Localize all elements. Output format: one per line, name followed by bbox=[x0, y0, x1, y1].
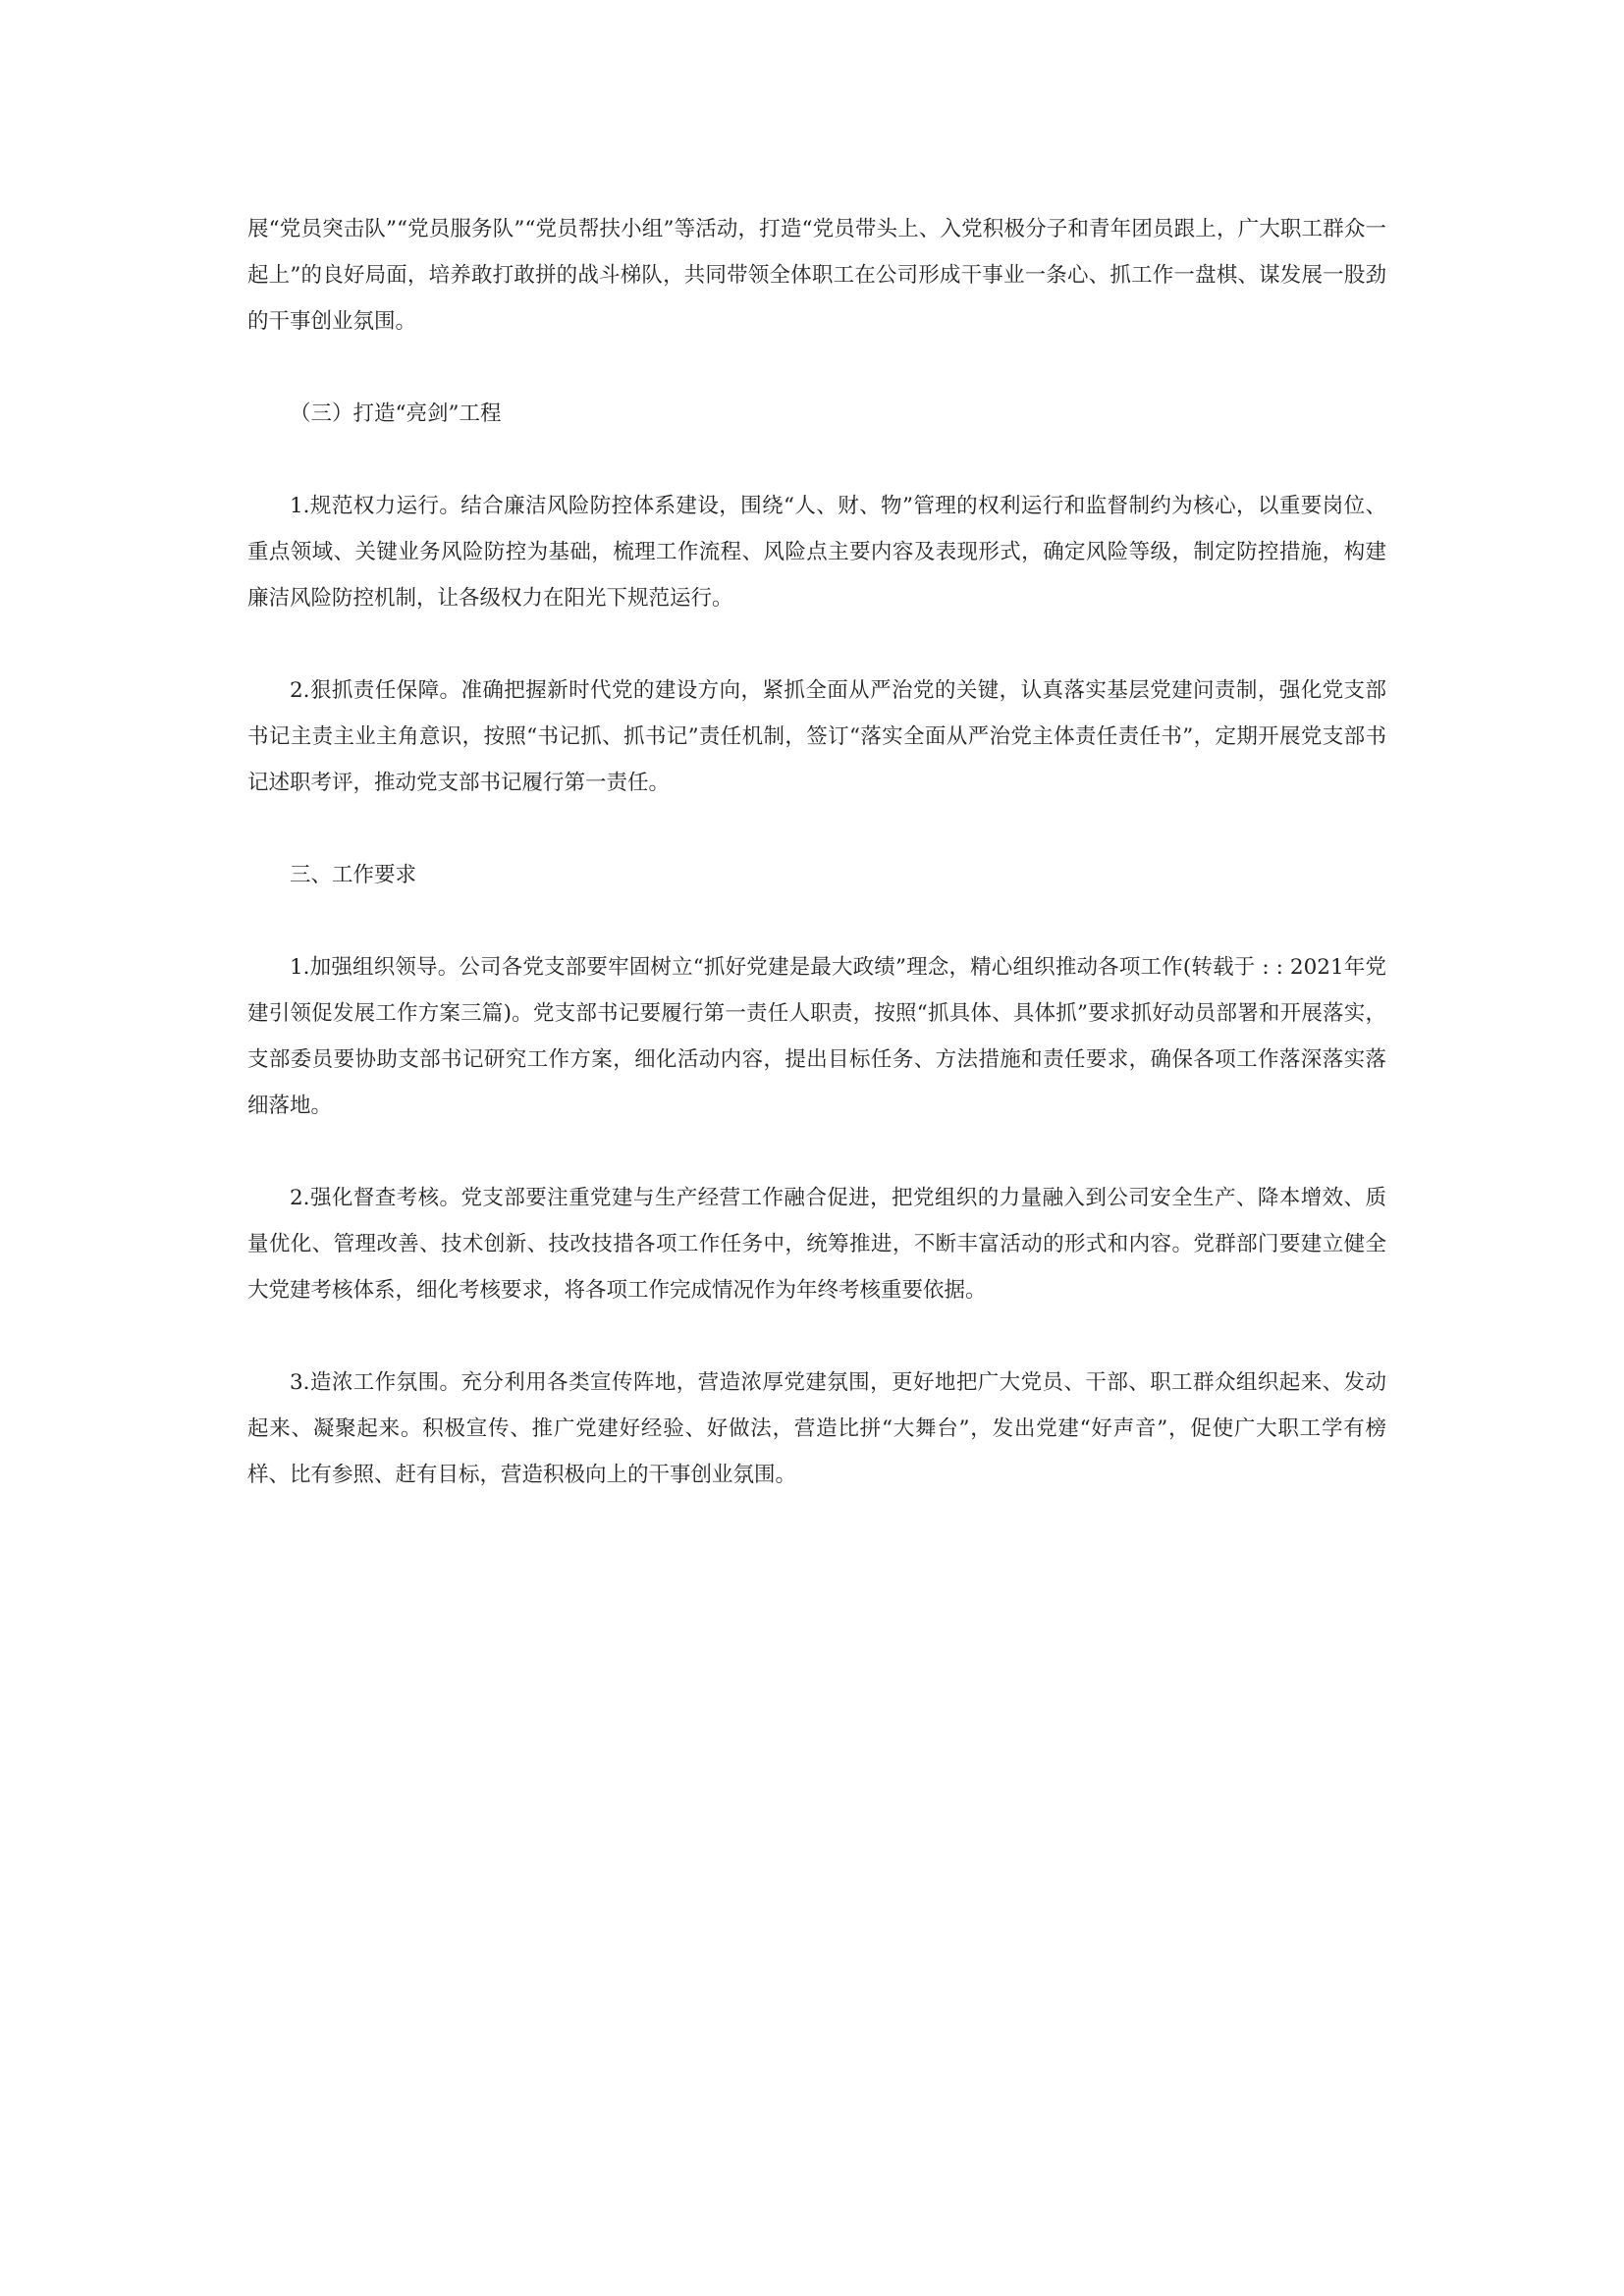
paragraph-gap bbox=[247, 437, 1386, 483]
paragraph-gap bbox=[247, 1313, 1386, 1360]
paragraph-leadership: 1.加强组织领导。公司各党支部要牢固树立“抓好党建是最大政绩”理念，精心组织推动各项工作(转载于 : : 2021年党建引领促发展工作方案三篇)。党支部书记要履行第一责任人职责，按照“抓具体、具体抓”要求抓好动员部署和开展落实，支部委员要协助支部书记研究工作方案，细化活动内容，提出目标任务、方法措施和责任要求，确保各项工作落深落实落细落地。 bbox=[247, 955, 1386, 1118]
section-heading-requirements: 三、工作要求 bbox=[290, 863, 417, 887]
paragraph-power-regulation: 1.规范权力运行。结合廉洁风险防控体系建设，围绕“人、财、物”管理的权利运行和监督制约为核心，以重要岗位、重点领域、关键业务风险防控为基础，梳理工作流程、风险点主要内容及表现形式，确定风险等级，制定防控措施，构建廉洁风险防控机制，让各级权力在阳光下规范运行。 bbox=[247, 494, 1386, 611]
paragraph-atmosphere: 3.造浓工作氛围。充分利用各类宣传阵地，营造浓厚党建氛围，更好地把广大党员、干部、职工群众组织起来、发动起来、凝聚起来。积极宣传、推广党建好经验、好做法，营造比拼“大舞台”，发出党建“好声音”，促使广大职工学有榜样、比有参照、赶有目标，营造积极向上的干事创业氛围。 bbox=[247, 1370, 1386, 1487]
paragraph-activities: 展“党员突击队”“党员服务队”“党员帮扶小组”等活动，打造“党员带头上、入党积极分子和青年团员跟上，广大职工群众一起上”的良好局面，培养敢打敢拼的战斗梯队，共同带领全体职工在公司形成干事业一条心、抓工作一盘棋、谋发展一股劲的干事创业氛围。 bbox=[247, 217, 1386, 334]
document-page bbox=[247, 206, 1386, 1498]
paragraph-supervision: 2.强化督查考核。党支部要注重党建与生产经营工作融合促进，把党组织的力量融入到公司安全生产、降本增效、质量优化、管理改善、技术创新、技改技措各项工作任务中，统筹推进，不断丰富活动的形式和内容。党群部门要建立健全大党建考核体系，细化考核要求，将各项工作完成情况作为年终考核重要依据。 bbox=[247, 1186, 1386, 1303]
paragraph-gap bbox=[247, 345, 1386, 391]
paragraph-gap bbox=[247, 806, 1386, 852]
section-heading-liangjian: （三）打造“亮剑”工程 bbox=[290, 401, 502, 426]
paragraph-responsibility: 2.狠抓责任保障。准确把握新时代党的建设方向，紧抓全面从严治党的关键，认真落实基层党建问责制，强化党支部书记主责主业主角意识，按照“书记抓、抓书记”责任机制，签订“落实全面从严治党主体责任责任书”，定期开展党支部书记述职考评，推动党支部书记履行第一责任。 bbox=[247, 678, 1386, 795]
paragraph-gap bbox=[247, 898, 1386, 944]
paragraph-gap bbox=[247, 621, 1386, 667]
paragraph-gap bbox=[247, 1129, 1386, 1175]
